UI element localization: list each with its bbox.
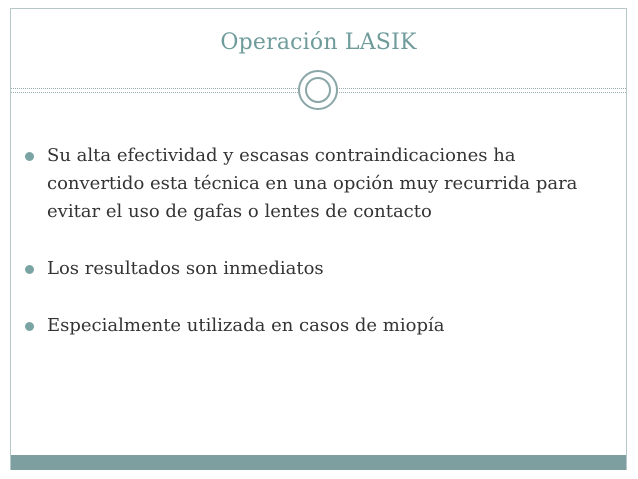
slide-title: Operación LASIK: [220, 30, 417, 55]
bullet-dot-icon: [25, 265, 34, 274]
bullet-text: Su alta efectividad y escasas contraindicaciones ha convertido esta técnica en una opción muy recurrida para evitar el uso de gafas o lentes de contacto: [47, 145, 578, 222]
bullet-list: [22, 142, 612, 369]
bullet-dot-icon: [25, 322, 34, 331]
bullet-item: [22, 255, 612, 283]
circle-emblem-icon: [298, 70, 338, 110]
bullet-text: Especialmente utilizada en casos de miopía: [47, 315, 445, 336]
bullet-dot-icon: [25, 152, 34, 161]
bullet-item: [22, 142, 612, 226]
bullet-text: Los resultados son inmediatos: [47, 258, 324, 279]
bottom-accent-bar: [11, 455, 626, 470]
bullet-item: [22, 312, 612, 340]
